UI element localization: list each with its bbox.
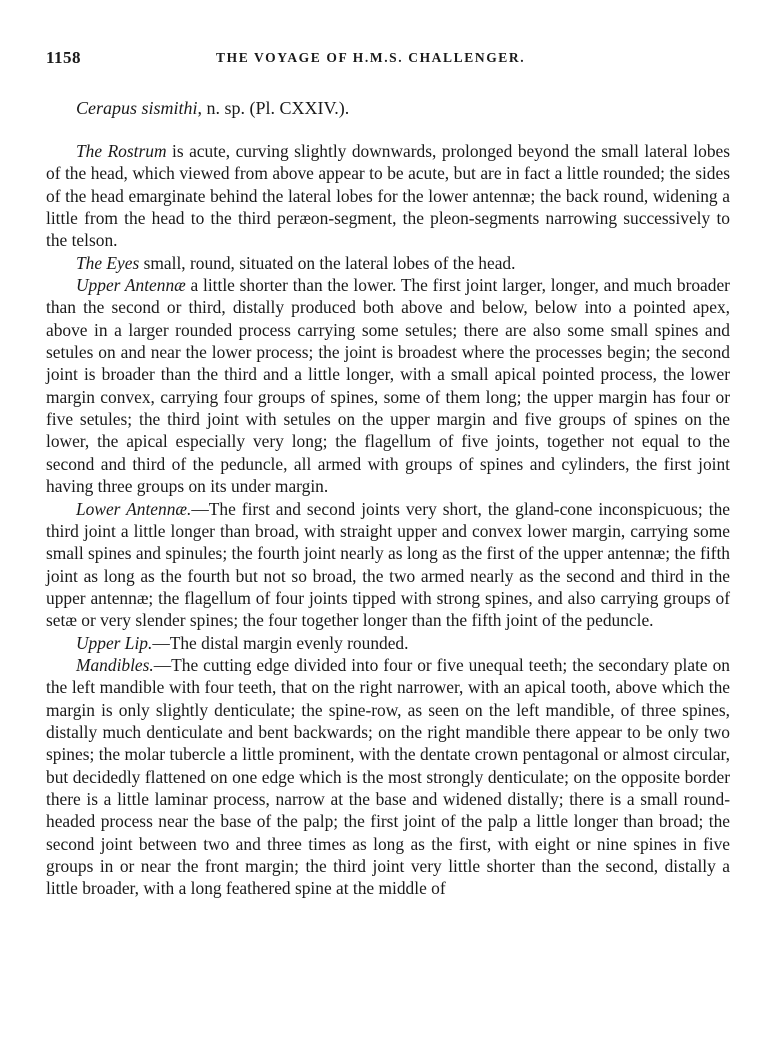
body-text — [46, 140, 730, 900]
paragraph-label: The Rostrum — [76, 141, 167, 161]
paragraph-text: a little shorter than the lower. The first joint larger, longer, and much broader than the second or third, distally produced both above and below, below into a pointed apex, above in a larger rounded process carrying some setules; there are also some small spines and setules on and near the lower process; the joint is broadest where the processes begin; the second joint is broader than the third and a little longer, with a small apical pointed process, the lower margin convex, carrying four groups of spines, some of them long; the upper margin has four or five setules; the third joint with setules on the upper margin and five groups of spines on the lower, the apical especially very long; the flagellum of five joints, together not equal to the second and third of the peduncle, all armed with groups of spines and cylinders, the first joint having three groups on its under margin. — [46, 275, 730, 497]
paragraph-label: Upper Lip. — [76, 632, 153, 653]
species-heading — [76, 98, 349, 119]
page-number: 1158 — [46, 48, 82, 67]
paragraph-upper-lip — [46, 632, 730, 654]
species-heading-rest: , n. sp. (Pl. CXXIV.). — [197, 98, 350, 118]
paragraph-rostrum — [46, 140, 730, 252]
paragraph-label: The Eyes — [76, 252, 140, 273]
paragraph-mandibles — [46, 654, 730, 900]
paragraph-text: is acute, curving slightly downwards, prolonged beyond the small lateral lobes of the head, which viewed from above appear to be acute, but are in fact a little rounded; the sides of the head emarginate behind the lateral lobes for the lower antennæ; the back round, widening a little from the head to the third peræon-segment, the pleon-segments narrowing successively to the telson. — [46, 141, 730, 251]
species-name: Cerapus sismithi — [76, 98, 198, 118]
paragraph-eyes — [46, 252, 730, 274]
paragraph-label: Mandibles. — [76, 654, 154, 675]
paragraph-upper-antennae — [46, 274, 730, 497]
paragraph-lower-antennae — [46, 498, 730, 632]
running-title: THE VOYAGE OF H.M.S. CHALLENGER. — [216, 50, 526, 65]
paragraph-text: small, round, situated on the lateral lobes of the head. — [139, 252, 516, 273]
paragraph-label: Lower Antennæ. — [76, 498, 192, 519]
paragraph-text: —The distal margin evenly rounded. — [152, 632, 409, 653]
paragraph-label: Upper Antennæ — [76, 275, 186, 296]
running-header — [46, 48, 730, 74]
paragraph-text: —The cutting edge divided into four or five unequal teeth; the secondary plate on the left mandible with four teeth, that on the right narrower, with an apical tooth, above which the margin is only slightly denticulate; the spine-row, as seen on the left mandible, of three spines, distally much denticulate and bent backwards; on the right mandible there appear to be only two spines; the molar tubercle a little prominent, with the dentate crown pentagonal or almost circular, but decidedly flattened on one edge which is the most strongly denticulate; on the opposite border there is a little laminar process, narrow at the base and widened distally; there is a small round-headed process near the base of the palp; the first joint of the palp a little longer than broad; the second joint between two and three times as long as the first, with eight or nine spines in five groups in or near the front margin; the third joint very little shorter than the second, distally a little broader, with a long feathered spine at the middle of — [46, 654, 730, 899]
paragraph-text: —The first and second joints very short, the gland-cone inconspicuous; the third joint a little longer than broad, with straight upper and convex lower margin, carrying some small spines and spinules; the fourth joint nearly as long as the first of the upper antennæ; the fifth joint as long as the fourth but not so broad, the two armed nearly as the second and third in the upper antennæ; the flagellum of four joints tipped with strong spines, and also carrying groups of setæ or very slender spines; the four together longer than the fifth joint of the peduncle. — [46, 498, 730, 631]
